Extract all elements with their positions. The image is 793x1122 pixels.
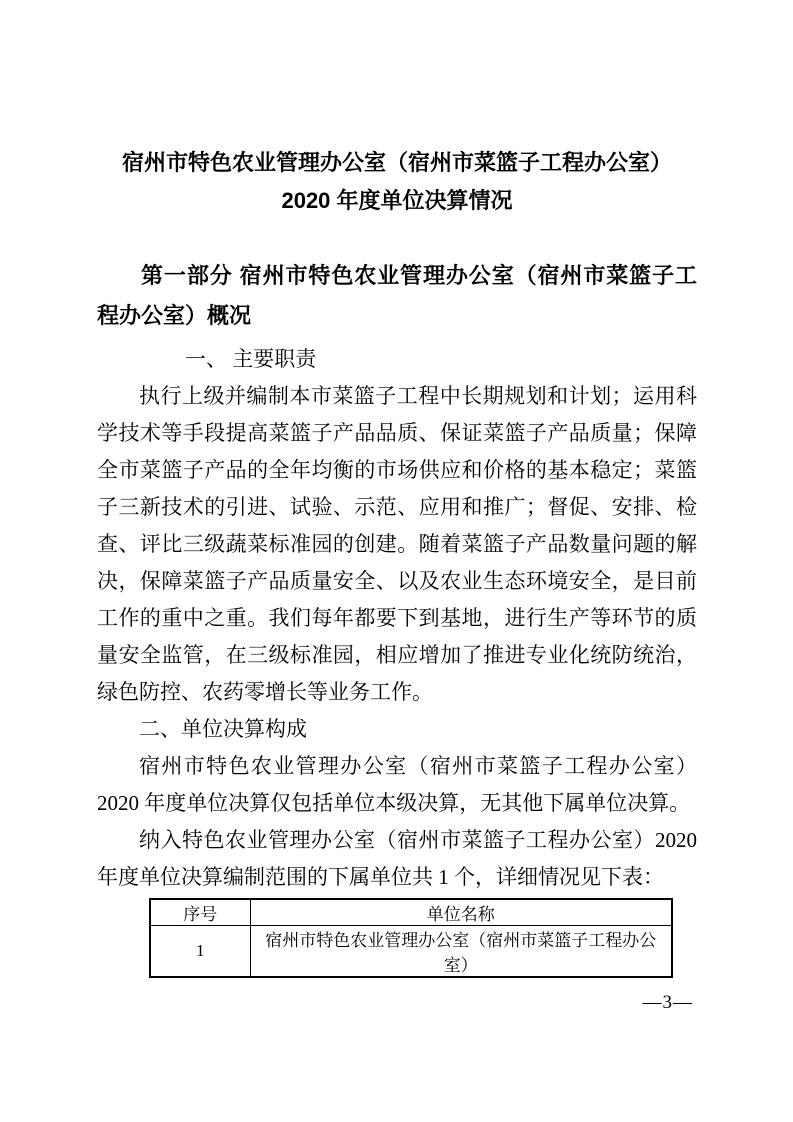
section2-paragraph-2: 纳入特色农业管理办公室（宿州市菜篮子工程办公室）2020 年度单位决算编制范围的下属单位共 1 个，详细情况见下表： [97, 828, 697, 889]
table-header-unit-name: 单位名称 [250, 899, 672, 926]
document-title-line2: 2020 年度单位决算情况 [281, 188, 513, 213]
page-content [97, 0, 697, 978]
section1-title: 一、 主要职责 [185, 347, 317, 371]
section2-paragraph-1: 宿州市特色农业管理办公室（宿州市菜篮子工程办公室）2020 年度单位决算仅包括单位本级决算，无其他下属单位决算。 [97, 754, 697, 815]
section1-body-paragraph: 执行上级并编制本市菜篮子工程中长期规划和计划；运用科学技术等手段提高菜篮子产品品质、保证菜篮子产品质量；保障全市菜篮子产品的全年均衡的市场供应和价格的基本稳定；菜篮子三新技术的引进、试验、示范、应用和推广；督促、安排、检查、评比三级蔬菜标准园的创建。随着菜篮子产品数量问题的解决，保障菜篮子产品质量安全、以及农业生态环境安全，是目前工作的重中之重。我们每年都要下到基地，进行生产等环节的质量安全监管，在三级标准园，相应增加了推进专业化统防统治，绿色防控、农药零增长等业务工作。 [97, 384, 697, 704]
subordinate-units-table [149, 898, 673, 978]
table-header-row [150, 899, 672, 926]
document-title [97, 144, 697, 220]
table-row [150, 926, 672, 978]
part1-heading: 第一部分 宿州市特色农业管理办公室（宿州市菜篮子工程办公室）概况 [97, 263, 697, 328]
section2-title: 二、单位决算构成 [139, 717, 307, 741]
table-cell-index: 1 [150, 926, 250, 978]
page-number: —3— [642, 992, 693, 1013]
document-title-line1: 宿州市特色农业管理办公室（宿州市菜篮子工程办公室） [121, 150, 672, 175]
table-cell-unit-name: 宿州市特色农业管理办公室（宿州市菜篮子工程办公室） [250, 926, 672, 978]
table-header-index: 序号 [150, 899, 250, 926]
